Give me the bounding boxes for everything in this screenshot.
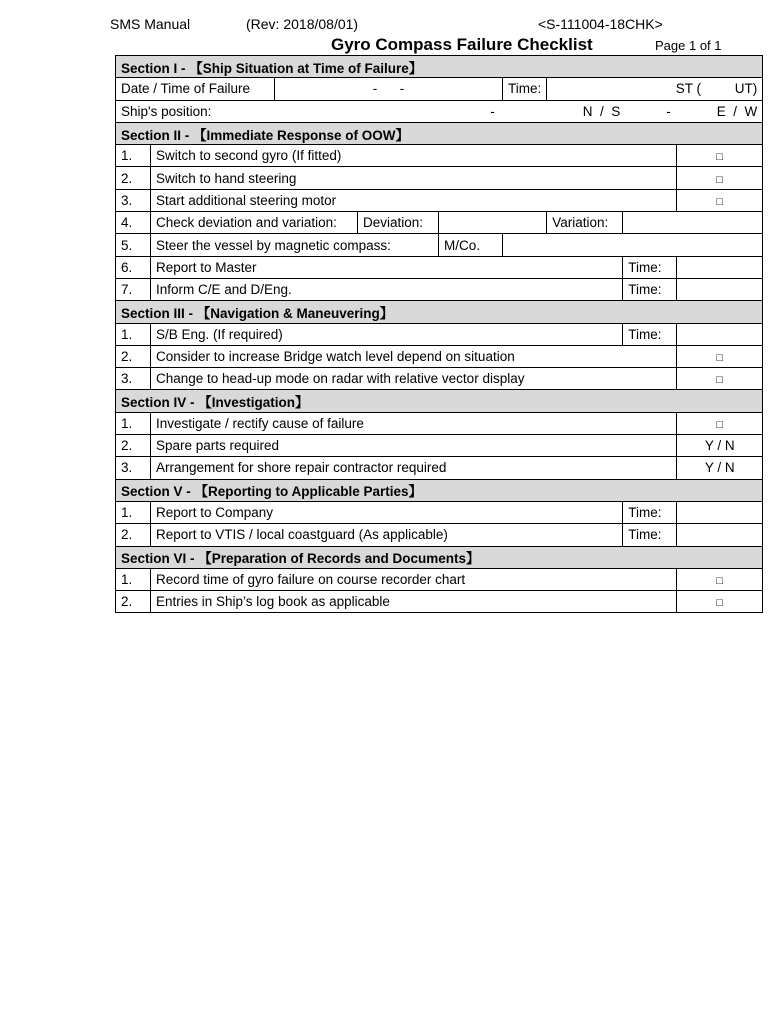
item-text: S/B Eng. (If required) [151, 323, 623, 345]
checklist-row [116, 524, 763, 546]
revision-date: (Rev: 2018/08/01) [246, 16, 359, 32]
checklist-row [116, 212, 763, 234]
checklist-row [116, 568, 763, 590]
item-text: Record time of gyro failure on course recorder chart [151, 568, 677, 590]
longitude-dash: - [666, 103, 671, 119]
checklist-row [116, 323, 763, 345]
item-text: Check deviation and variation: [151, 212, 358, 234]
section-title: Section V - 【Reporting to Applicable Parties】 [116, 479, 763, 501]
item-text: Consider to increase Bridge watch level depend on situation [151, 345, 677, 367]
checklist-row [116, 412, 763, 434]
deviation-label: Deviation: [358, 212, 439, 234]
item-number: 2. [116, 345, 151, 367]
ships-position-row [116, 100, 763, 122]
item-number: 1. [116, 568, 151, 590]
checkbox[interactable] [677, 591, 763, 613]
page-title: Gyro Compass Failure Checklist [331, 35, 593, 54]
item-number: 6. [116, 256, 151, 278]
checklist-row [116, 256, 763, 278]
checkbox-icon: □ [716, 597, 724, 610]
manual-name: SMS Manual [110, 16, 191, 32]
checkbox-icon: □ [716, 418, 724, 431]
time-field[interactable] [677, 278, 763, 300]
item-text: Switch to hand steering [151, 167, 677, 189]
page-number: Page 1 of 1 [655, 38, 722, 53]
item-text: Change to head-up mode on radar with relative vector display [151, 368, 677, 390]
item-text: Report to VTIS / local coastguard (As applicable) [151, 524, 623, 546]
item-text: Start additional steering motor [151, 189, 677, 211]
checkbox-icon: □ [716, 574, 724, 587]
section-2-header [116, 122, 763, 144]
time-label: Time: [623, 256, 677, 278]
item-number: 3. [116, 457, 151, 479]
section-6-header [116, 546, 763, 568]
time-field[interactable] [677, 323, 763, 345]
checklist-row [116, 278, 763, 300]
checkbox-icon: □ [716, 374, 724, 387]
deviation-field[interactable] [439, 212, 547, 234]
item-number: 2. [116, 591, 151, 613]
checkbox[interactable] [677, 412, 763, 434]
variation-field[interactable] [623, 212, 763, 234]
item-number: 1. [116, 412, 151, 434]
checklist-table [115, 55, 763, 613]
checkbox-icon: □ [716, 173, 724, 186]
item-number: 1. [116, 145, 151, 167]
item-number: 3. [116, 189, 151, 211]
item-text: Report to Company [151, 501, 623, 523]
section-3-header [116, 301, 763, 323]
item-number: 5. [116, 234, 151, 256]
date-time-row [116, 78, 763, 100]
item-number: 7. [116, 278, 151, 300]
variation-label: Variation: [547, 212, 623, 234]
magnetic-course-field[interactable] [503, 234, 763, 256]
checkbox[interactable] [677, 568, 763, 590]
section-title: Section VI - 【Preparation of Records and Documents】 [116, 546, 763, 568]
checkbox-icon: □ [716, 195, 724, 208]
checklist-row [116, 591, 763, 613]
date-time-label: Date / Time of Failure [116, 78, 275, 100]
item-text: Arrangement for shore repair contractor required [151, 457, 677, 479]
checklist-row [116, 501, 763, 523]
time-label: Time: [623, 323, 677, 345]
item-text: Inform C/E and D/Eng. [151, 278, 623, 300]
item-text: Report to Master [151, 256, 623, 278]
checklist-row [116, 345, 763, 367]
section-title: Section II - 【Immediate Response of OOW】 [116, 122, 763, 144]
checkbox[interactable] [677, 368, 763, 390]
time-label: Time: [623, 278, 677, 300]
north-south-selector[interactable]: N / S [582, 103, 621, 119]
time-field[interactable] [677, 256, 763, 278]
checkbox-icon: □ [716, 151, 724, 164]
section-4-header [116, 390, 763, 412]
date-field[interactable]: - - [275, 78, 503, 100]
checkbox[interactable] [677, 345, 763, 367]
checklist-row [116, 145, 763, 167]
checkbox[interactable] [677, 167, 763, 189]
item-number: 1. [116, 323, 151, 345]
time-label: Time: [623, 501, 677, 523]
item-number: 2. [116, 524, 151, 546]
time-label: Time: [623, 524, 677, 546]
section-1-header [116, 56, 763, 78]
time-field[interactable]: ST ( UT) [547, 78, 763, 100]
item-text: Entries in Ship’s log book as applicable [151, 591, 677, 613]
checklist-row [116, 435, 763, 457]
item-text: Investigate / rectify cause of failure [151, 412, 677, 434]
item-text: Spare parts required [151, 435, 677, 457]
checklist-row [116, 457, 763, 479]
checkbox-icon: □ [716, 352, 724, 364]
yes-no-selector[interactable]: Y / N [677, 435, 763, 457]
item-text: Switch to second gyro (If fitted) [151, 145, 677, 167]
item-number: 1. [116, 501, 151, 523]
document-code: <S-111004-18CHK> [538, 16, 663, 32]
magnetic-course-label: M/Co. [439, 234, 503, 256]
time-label: Time: [503, 78, 547, 100]
checklist-row [116, 368, 763, 390]
east-west-selector[interactable]: E / W [716, 103, 758, 119]
latitude-dash: - [490, 103, 495, 119]
section-5-header [116, 479, 763, 501]
checklist-row [116, 234, 763, 256]
checkbox[interactable] [677, 145, 763, 167]
checkbox[interactable] [677, 189, 763, 211]
item-number: 4. [116, 212, 151, 234]
ships-position-label: Ship's position: [116, 100, 275, 122]
item-number: 2. [116, 167, 151, 189]
item-text: Steer the vessel by magnetic compass: [151, 234, 439, 256]
section-title: Section I - 【Ship Situation at Time of Failure】 [116, 56, 763, 78]
item-number: 2. [116, 435, 151, 457]
ships-position-field[interactable] [275, 100, 763, 122]
time-field[interactable] [677, 501, 763, 523]
yes-no-selector[interactable]: Y / N [677, 457, 763, 479]
time-field[interactable] [677, 524, 763, 546]
checklist-row [116, 189, 763, 211]
section-title: Section IV - 【Investigation】 [116, 390, 763, 412]
section-title: Section III - 【Navigation & Maneuvering】 [116, 301, 763, 323]
checklist-row [116, 167, 763, 189]
item-number: 3. [116, 368, 151, 390]
